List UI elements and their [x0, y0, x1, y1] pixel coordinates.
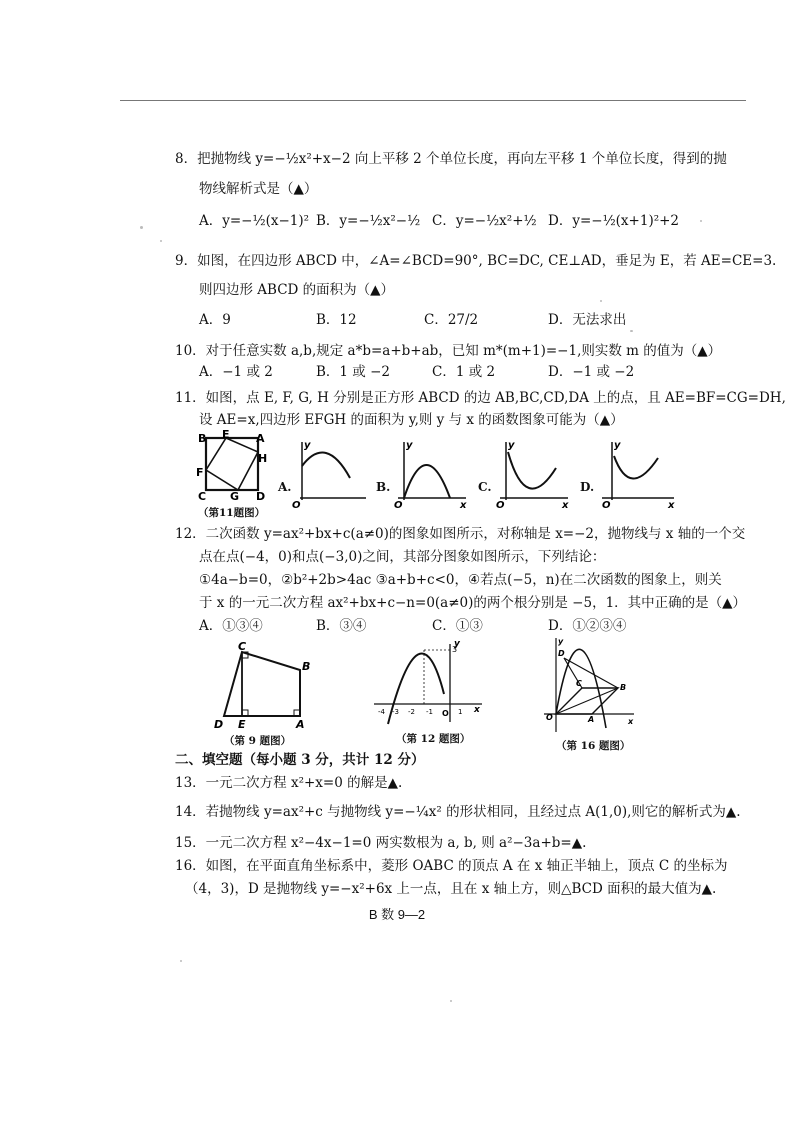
svg-text:D: D	[256, 490, 266, 502]
q10-line1: 10．对于任意实数 a,b,规定 a*b=a+b+ab，已知 m*(m+1)=−1,则实数 m 的值为（▲）	[175, 343, 722, 359]
section-2-heading: 二、填空题（每小题 3 分，共计 12 分）	[175, 752, 425, 768]
q14-line: 14．若抛物线 y=ax²+c 与抛物线 y=−¼x² 的形状相同，且经过点 A(1,0),则它的解析式为▲.	[175, 804, 741, 820]
q12-option-d: D．①②③④	[548, 618, 627, 634]
svg-text:-2: -2	[408, 708, 415, 716]
svg-text:-3: -3	[392, 708, 399, 716]
svg-text:B: B	[620, 683, 627, 692]
figure-16-caption: （第 16 题图）	[556, 740, 631, 752]
svg-text:y: y	[614, 440, 621, 451]
q16-line2: （4，3)，D 是抛物线 y=−x²+6x 上一点，且在 x 轴上方，则△BCD 面积的最大值为▲.	[185, 881, 717, 897]
svg-text:x: x	[474, 705, 480, 715]
svg-text:D: D	[214, 718, 224, 730]
svg-text:y: y	[304, 440, 311, 451]
q11-line2: 设 AE=x,四边形 EFGH 的面积为 y,则 y 与 x 的函数图象可能为（▲）	[199, 412, 624, 428]
svg-text:x: x	[668, 500, 675, 510]
svg-text:G: G	[230, 490, 240, 502]
q8-option-a: A．y=−½(x−1)²	[199, 213, 310, 229]
q13-line: 13．一元二次方程 x²+x=0 的解是▲.	[175, 775, 403, 791]
q12-option-b: B．③④	[316, 618, 367, 634]
svg-text:y: y	[558, 637, 564, 646]
figure-12-parabola	[370, 640, 486, 726]
q11-graph-d	[592, 438, 678, 510]
q9-option-c: C．27/2	[424, 312, 479, 328]
scan-speck	[600, 300, 602, 302]
svg-text:1: 1	[458, 708, 463, 716]
svg-text:A: A	[296, 718, 305, 730]
q9-option-b: B．12	[316, 312, 357, 328]
scan-speck	[140, 226, 143, 229]
q11-graph-a	[290, 438, 370, 510]
svg-text:H: H	[258, 452, 268, 465]
svg-text:O: O	[394, 500, 403, 510]
svg-text:B: B	[302, 660, 311, 673]
figure-9-quadrilateral	[208, 640, 320, 730]
q9-option-a: A．9	[199, 312, 231, 328]
svg-text:y: y	[454, 640, 460, 649]
q8-option-c: C．y=−½x²+½	[432, 213, 537, 229]
figure-12-caption: （第 12 题图）	[396, 733, 471, 745]
q11-line1: 11．如图，点 E, F, G, H 分别是正方形 ABCD 的边 AB,BC,CD,DA 上的点，且 AE=BF=CG=DH,	[175, 390, 786, 406]
svg-text:x: x	[628, 717, 634, 726]
q10-option-b: B．1 或 −2	[316, 364, 390, 380]
q8-option-d: D．y=−½(x+1)²+2	[548, 213, 680, 229]
svg-text:3: 3	[452, 645, 458, 654]
q9-line1: 9．如图，在四边形 ABCD 中，∠A=∠BCD=90°, BC=DC, CE⊥AD，垂足为 E，若 AE=CE=3.	[175, 253, 777, 269]
figure-11-caption: （第11题图）	[198, 507, 266, 519]
q9-option-d: D．无法求出	[548, 312, 627, 328]
svg-text:A: A	[588, 715, 595, 724]
svg-text:O: O	[602, 500, 611, 510]
scan-speck	[450, 1000, 452, 1002]
figure-16-rhombus	[540, 636, 636, 736]
q12-option-a: A．①③④	[199, 618, 263, 634]
q9-line2: 则四边形 ABCD 的面积为（▲）	[199, 282, 395, 298]
q11-option-c-label: C.	[478, 480, 492, 494]
top-divider	[120, 100, 746, 101]
svg-text:E: E	[238, 718, 246, 730]
svg-text:D: D	[558, 649, 565, 658]
scan-speck	[630, 330, 633, 332]
svg-text:C: C	[576, 679, 582, 688]
figure-9-caption: （第 9 题图）	[224, 735, 292, 747]
svg-text:x: x	[562, 500, 569, 510]
svg-text:O: O	[546, 713, 553, 722]
q11-option-b-label: B.	[376, 480, 391, 494]
figure-11-square	[196, 430, 268, 502]
q12-option-c: C．①③	[432, 618, 483, 634]
q10-option-a: A．−1 或 2	[199, 364, 273, 380]
svg-text:y: y	[508, 440, 515, 451]
scan-speck	[160, 240, 162, 242]
svg-text:A: A	[256, 432, 265, 445]
q12-line1: 12．二次函数 y=ax²+bx+c(a≠0)的图象如图所示，对称轴是 x=−2，抛物线与 x 轴的一个交	[175, 526, 746, 542]
svg-text:O: O	[292, 500, 301, 510]
svg-text:-4: -4	[378, 708, 385, 716]
q8-line2: 物线解析式是（▲）	[199, 181, 318, 197]
svg-text:O: O	[442, 709, 449, 718]
q10-option-c: C．1 或 2	[432, 364, 496, 380]
svg-text:F: F	[196, 466, 204, 479]
svg-text:O: O	[496, 500, 505, 510]
svg-text:E: E	[222, 430, 230, 441]
q12-line2: 点在点(−4，0)和点(−3,0)之间，其部分图象如图所示，下列结论：	[199, 549, 606, 565]
q12-line4: 于 x 的一元二次方程 ax²+bx+c−n=0(a≠0)的两个根分别是 −5，1．其中正确的是（▲）	[199, 595, 747, 611]
q11-option-a-label: A.	[278, 480, 292, 494]
q8-line1: 8．把抛物线 y=−½x²+x−2 向上平移 2 个单位长度，再向左平移 1 个单位长度，得到的抛	[175, 151, 727, 167]
scan-speck	[180, 960, 182, 962]
q8-option-b: B．y=−½x²−½	[316, 213, 421, 229]
q11-option-d-label: D.	[580, 480, 595, 494]
svg-text:C: C	[198, 490, 207, 502]
svg-text:-1: -1	[426, 708, 433, 716]
q12-line3: ①4a−b=0，②b²+2b>4ac ③a+b+c<0，④若点(−5，n)在二次函数的图象上，则关	[199, 572, 722, 588]
svg-text:B: B	[198, 432, 207, 445]
q10-option-d: D．−1 或 −2	[548, 364, 635, 380]
svg-text:x: x	[460, 500, 467, 510]
q11-graph-c	[490, 438, 572, 510]
scan-speck	[700, 220, 702, 222]
svg-text:y: y	[406, 440, 413, 451]
page-footer: B 数 9—2	[368, 907, 426, 922]
svg-text:C: C	[238, 640, 247, 653]
q15-line: 15．一元二次方程 x²−4x−1=0 两实数根为 a, b, 则 a²−3a+b=▲.	[175, 835, 587, 851]
q11-graph-b	[388, 438, 470, 510]
q16-line1: 16．如图，在平面直角坐标系中，菱形 OABC 的顶点 A 在 x 轴正半轴上，顶点 C 的坐标为	[175, 858, 728, 874]
